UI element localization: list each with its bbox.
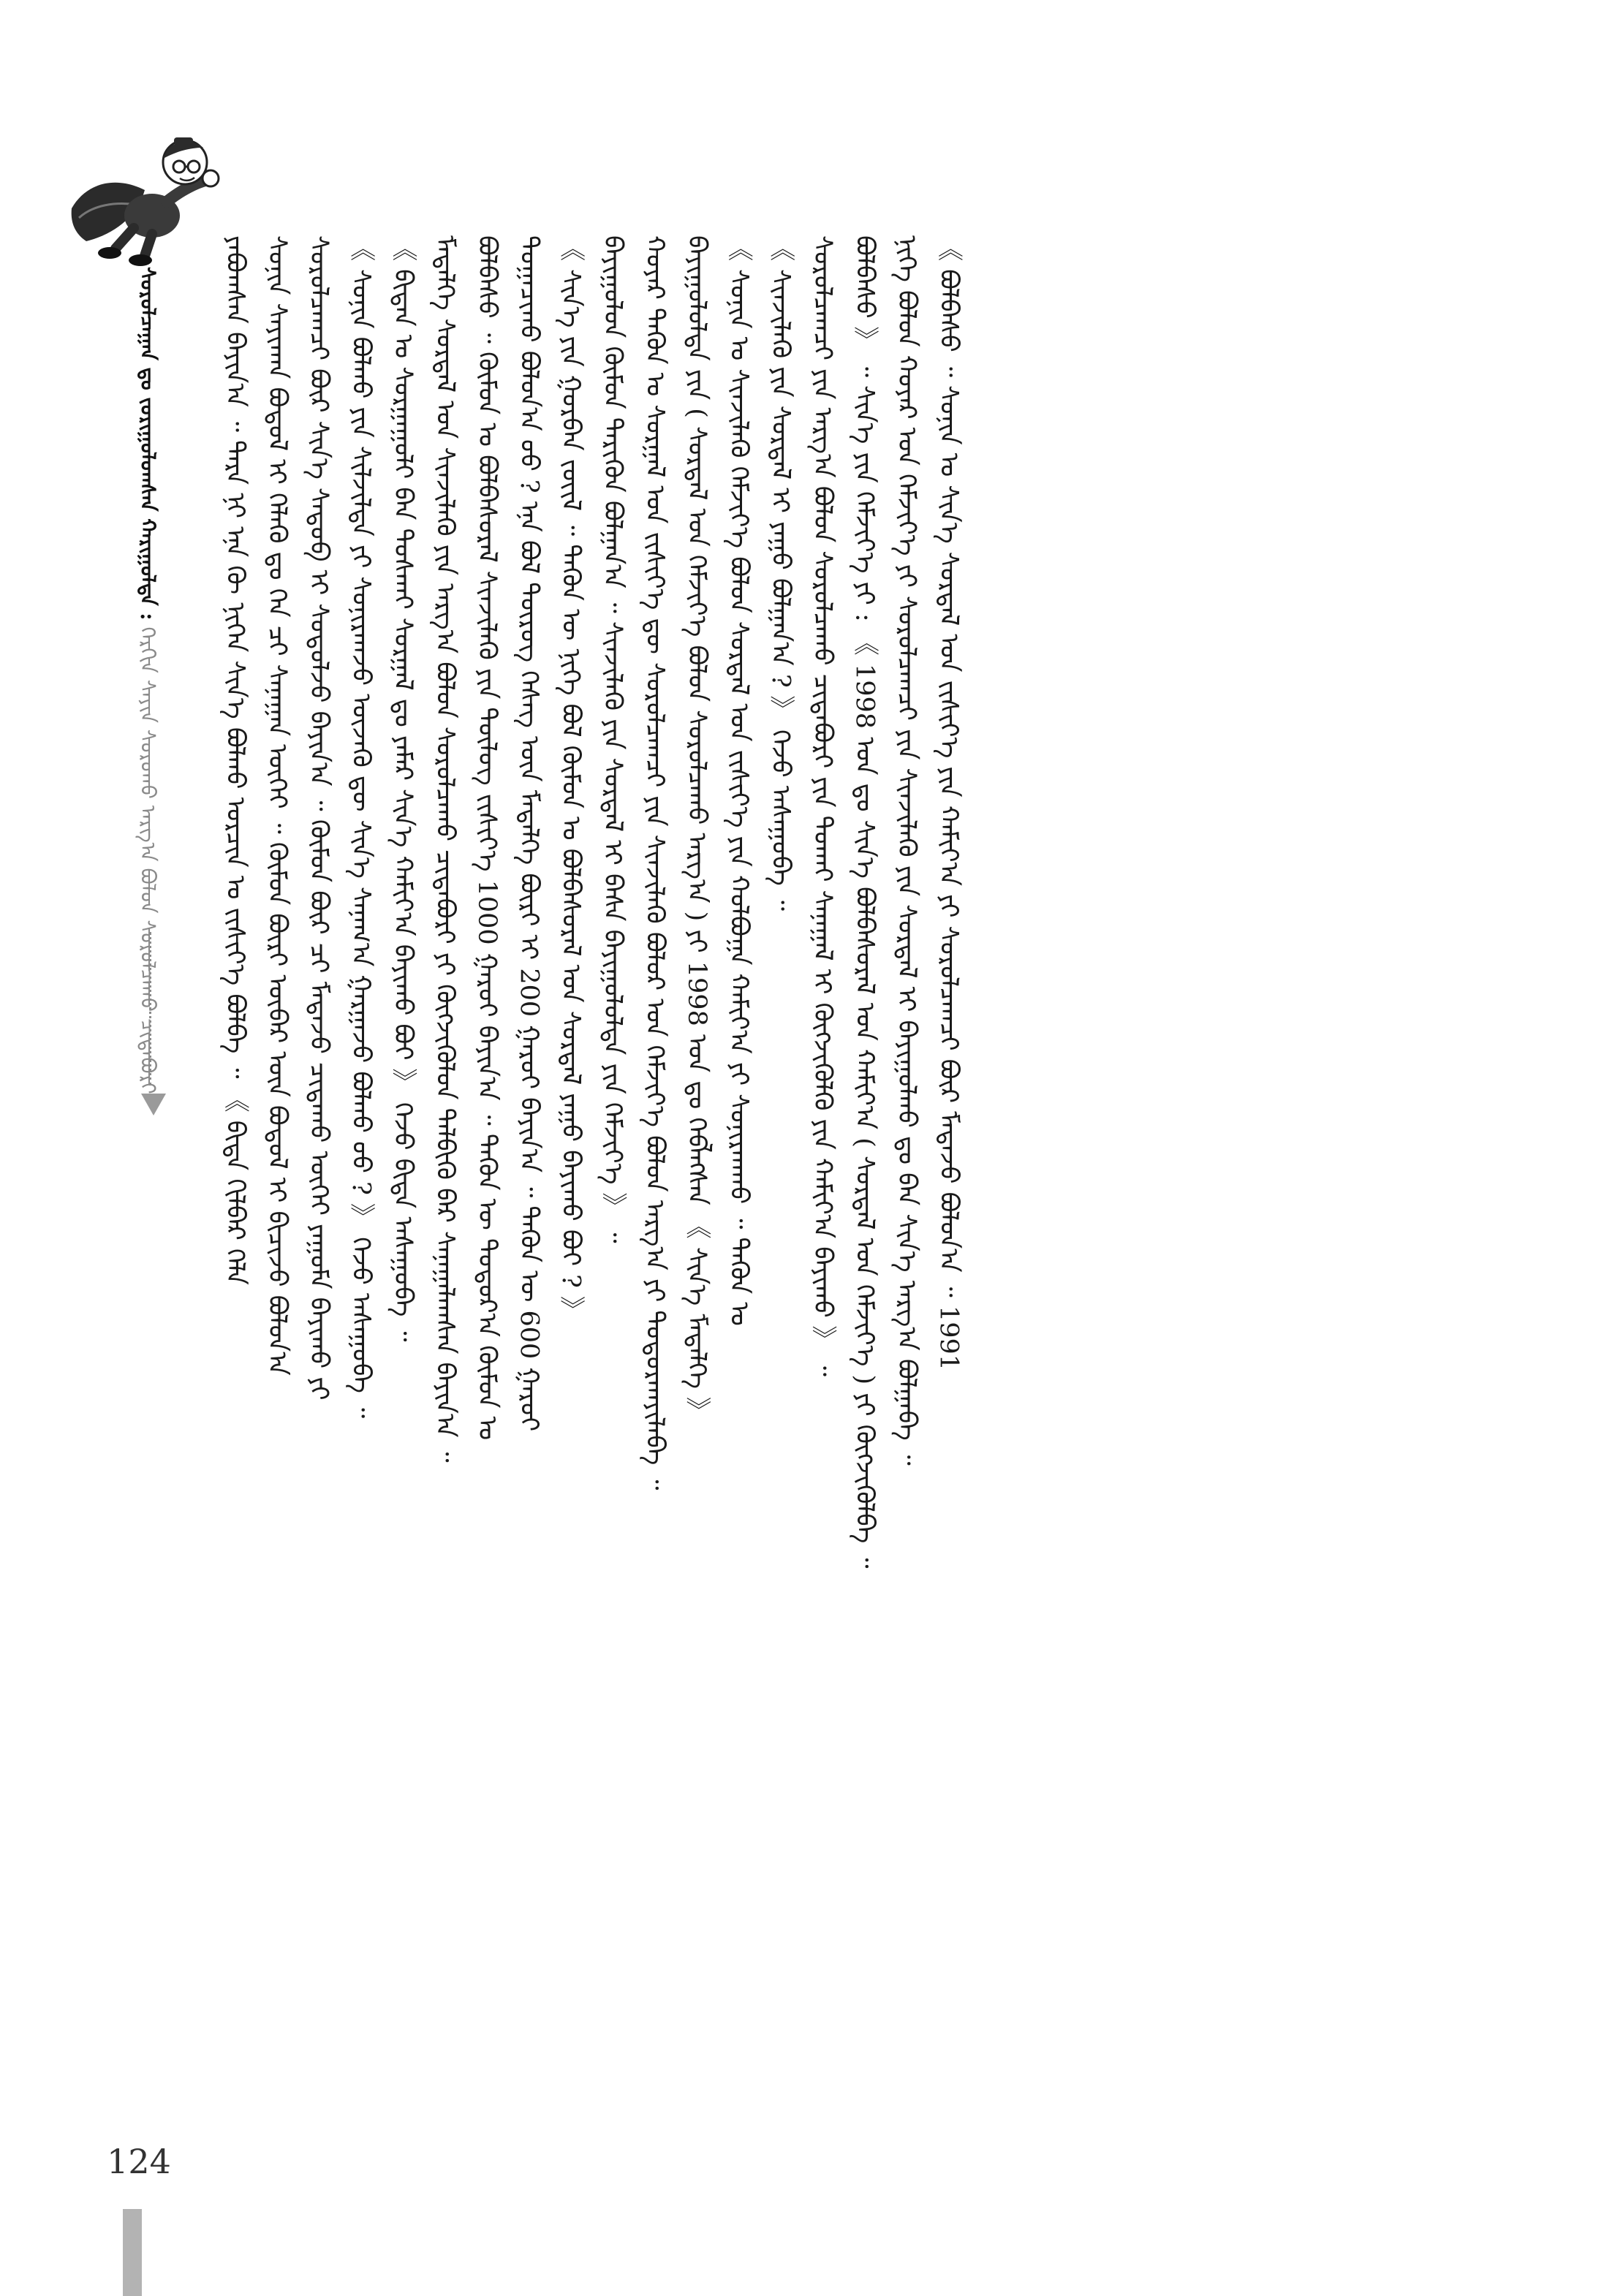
text-line: ᠪᠠᠶᠢᠭᠤᠯᠤᠯᠲᠠ ᠶᠢᠨ ( ᠰᠤᠷᠲᠠᠯ ᠤᠨ ᠬᠡᠮᠵᠢᠶ᠎ᠡ ᠪᠣᠯᠣᠨ ᠰᠤᠷᠤᠯᠴᠠᠬᠤ ᠠᠷᠭ᠎ᠠ ) ᠶᠢ 1998 ᠣᠨ ᠳᠤ ᠬᠡᠪᠯᠡᠭᠰᠡᠨ 《 ᠰᠢᠨ᠎ᠡ ᠮᠡᠳᠡᠯᠭᠡ 》 (681, 235, 711, 1422)
body-text (213, 235, 1266, 1807)
text-line: 《 ᠰᠣᠨᠢᠨ ᠪᠣᠯᠬᠤ ᠶᠢᠨ ᠰᠢᠯᠵᠢᠯᠲᠡ ᠶᠢ ᠰᠣᠨᠢᠷᠬᠠᠵᠤ ᠦᠵᠡᠬᠦ ᠳᠦ ᠰᠢᠨ᠎ᠡ ᠰᠠᠨᠠᠭ᠎ᠠ ᠭᠠᠷᠭᠠᠵᠤ ᠪᠣᠯᠬᠤ ᠤᠤ ? 》 ᠭᠡᠵᠦ ᠠᠰᠠᠭᠤᠪᠠ ᠃ (346, 235, 376, 1419)
page-edge-tab (123, 2209, 142, 2296)
text-line: ᠬᠣᠶᠠᠷ ᠲᠡᠭᠦᠨ ᠤ ᠰᠤᠷᠭᠠᠯ ᠤᠨ ᠵᠢᠱᠢᠶ᠎ᠡ ᠳᠦ ᠰᠤᠷᠤᠯᠴᠠᠭᠴᠢ ᠶᠢᠨ ᠰᠢᠨᠵᠢᠯᠡᠬᠦ ᠪᠣᠯᠤᠷ ᠤᠨ ᠬᠡᠮᠵᠢᠶ᠎ᠡ ᠪᠣᠯᠤᠨ ᠠᠷᠭ᠎ᠠ ᠶᠢ ᠲᠣᠳᠣᠷᠬᠠᠶᠢᠯᠠᠪᠠ ᠃ (640, 235, 670, 1490)
text-line: ᠮᠡᠳᠡᠯᠭᠡ ᠰᠤᠷᠲᠠᠯ ᠤᠨ ᠰᠢᠨᠵᠢᠯᠡᠬᠦ ᠶᠢᠨ ᠠᠷᠭ᠎ᠠ ᠪᠣᠯᠣᠨ ᠰᠤᠷᠤᠯᠴᠠᠬᠤ ᠴᠢᠳᠠᠪᠤᠷᠢ ᠶᠢ ᠬᠦᠭᠵᠢᠭᠦᠯᠦᠨ ᠲᠡᠯᠪᠢᠬᠦ ᠪᠠᠷ ᠰᠠᠨᠠᠭᠠᠯᠠᠭᠰᠠᠨ ᠪᠠᠶᠢᠨ᠎ᠠ ᠃ (430, 235, 460, 1463)
text-line: ᠨᠢᠭᠡ ᠪᠣᠯᠣᠨ ᠬᠣᠶᠠᠷ ᠤᠨ ᠬᠡᠮᠵᠢᠶ᠎ᠡ ᠶᠢ ᠰᠤᠷᠤᠯᠴᠠᠭᠴᠢ ᠶᠢᠨ ᠰᠢᠨᠵᠢᠯᠡᠬᠦ ᠶᠢᠨ ᠰᠤᠷᠲᠠᠯ ᠢ ᠪᠠᠶᠢᠭᠤᠯᠬᠤ ᠳᠤ ᠪᠠᠨ ᠰᠢᠨ᠎ᠡ ᠠᠷᠭ᠎ᠠ ᠪᠣᠯᠭᠠᠪᠠ ᠃ (891, 235, 921, 1466)
text-line: 《 ᠪᠢᠳᠡᠨ ᠤ ᠰᠤᠷᠭᠠᠭᠤᠯᠢ ᠪᠠᠨ ᠲᠤᠰᠬᠠᠢ ᠰᠤᠷᠭᠠᠯ ᠳᠤ ᠶᠠᠮᠠᠷ ᠰᠢᠨ᠎ᠡ ᠬᠠᠮᠢᠶ᠎ᠠ ᠪᠠᠶᠢᠬᠤ ᠪᠤᠢ 》 ᠭᠡᠵᠦ ᠪᠢᠳᠡ ᠠᠰᠠᠭᠤᠪᠠ ᠃ (388, 235, 418, 1342)
mascot-illustration (64, 132, 232, 278)
text-line: 《 ᠰᠢᠨ᠎ᠡ ᠶᠢᠨ ᠭᠣᠷᠪᠠᠨ ᠵᠦᠢᠯ ᠃ ᠲᠡᠭᠦᠨ ᠦ ᠨᠢᠭᠡ ᠪᠣᠯ ᠬᠦᠮᠦᠨ ᠤ ᠪᠣᠯᠪᠠᠰᠤᠷᠠᠯ ᠤᠨ ᠰᠤᠷᠲᠠᠯ ᠶᠠᠭᠤ ᠪᠠᠶᠢᠬᠤ ᠪᠤᠢ ? 》 (556, 235, 586, 1322)
text-line: ᠪᠠᠶᠢᠭᠤᠯᠤᠨ ᠬᠦᠮᠦᠨ ᠲᠡᠷᠢᠭᠦᠨ ᠪᠣᠯᠭᠠᠨ᠎ᠠ ᠃ ᠰᠢᠨᠵᠢᠯᠡᠬᠦ ᠶᠢᠨ ᠰᠤᠷᠲᠠᠯ ᠢ ᠪᠠᠰᠠ ᠪᠠᠶᠢᠭᠤᠯᠤᠯᠲᠠ ᠶᠢᠨ ᠬᠡᠮᠵᠢᠶ᠎ᠡ 》 ᠃ (598, 235, 628, 1243)
text-line: ᠰᠤᠷᠤᠯᠴᠠᠭᠴᠢ ᠶᠢᠨ ᠠᠷᠭ᠎ᠠ ᠪᠣᠯᠣᠨ ᠰᠤᠷᠤᠯᠴᠠᠬᠤ ᠴᠢᠳᠠᠪᠤᠷᠢ ᠶᠢᠨ ᠲᠤᠬᠠᠢ ᠰᠠᠨᠠᠭᠠᠯ ᠢ ᠬᠦᠭᠵᠢᠭᠦᠯᠬᠦ ᠶᠢᠨ ᠬᠠᠮᠢᠶ᠎ᠠ ᠪᠠᠶᠢᠬᠤ 》 ᠃ (808, 235, 838, 1377)
text-line: ᠰᠤᠷᠤᠯᠴᠠᠭᠴᠢ ᠪᠦᠷ ᠰᠢᠨ᠎ᠡ ᠰᠡᠳᠦᠪ ᠢ ᠰᠤᠳᠤᠯᠵᠤ ᠪᠠᠶᠢᠨ᠎ᠠ ᠃ ᠬᠦᠮᠦᠨ ᠪᠦᠷ ᠴᠢ ᠮᠡᠳᠡᠵᠦ ᠴᠢᠳᠠᠬᠤ ᠦᠭᠡᠢ ᠶᠠᠭᠤᠮᠠ ᠪᠠᠶᠢᠬᠤ ᠶᠢ (304, 235, 334, 1401)
triangle-arrow-icon (141, 1094, 166, 1115)
text-line: ᠪᠣᠯᠪᠠᠰᠤ 》 ᠃ ᠰᠢᠨ᠎ᠡ ᠶᠢᠨ ᠬᠡᠮᠵᠢᠶ᠎ᠡ ᠶᠢ : 《 1998 ᠣᠨ ᠳᠤ ᠰᠢᠨ᠎ᠡ ᠪᠣᠯᠪᠠᠰᠤᠷᠠᠯ ᠤᠨ ᠬᠠᠮᠢᠶ᠎ᠠ ( ᠰᠤᠷᠲᠠᠯ ᠤᠨ ᠬᠡᠮᠵᠢᠶ᠎ᠡ ) ᠶᠢ ᠬᠦᠭᠵᠢᠭᠦᠯᠪᠡ ᠃ (850, 235, 879, 1569)
text-line: ᠶᠠᠪᠤᠭᠰᠠᠨ ᠪᠠᠶᠢᠨ᠎ᠠ ᠃ ᠲᠡᠷᠡ ᠨᠢ ᠡᠨᠡ ᠬᠦ ᠨᠢᠭᠡᠨ ᠰᠢᠨ᠎ᠡ ᠪᠣᠯᠬᠤ ᠣᠷᠴᠢᠨ ᠤ ᠵᠢᠱᠢᠶ᠎ᠡ ᠪᠣᠯᠪᠠ ᠃ 《 ᠪᠢᠳᠡ ᠬᠢᠯᠪᠠᠷ ᠬᠡᠯᠡ (220, 235, 250, 1285)
text-line: ᠲᠣᠭᠠᠴᠢᠬᠤ ᠪᠣᠯᠤᠨ᠎ᠠ ᠤᠤ ? ᠡᠨᠡ ᠪᠣᠯ ᠲᠦᠷᠦᠭ ᠬᠡᠰᠡᠭ ᠦᠨ ᠮᠡᠳᠡᠯᠭᠡ ᠪᠦᠷᠢ ᠢ 200 ᠭᠠᠷᠤᠢ ᠪᠠᠶᠢᠨ᠎ᠠ ᠃ ᠲᠡᠭᠦᠨ ᠦ 600 ᠭᠠᠷᠤᠢ (514, 235, 544, 1432)
series-subtitle: ᠬᠡᠷᠬᠢᠨ ᠰᠠᠶᠢᠨ ᠰᠤᠷᠤᠬᠤ ᠠᠷᠭ᠎ᠠ ᠪᠣᠯᠣᠨ ᠰᠤᠷᠤᠯᠴᠠᠬᠤ ᠴᠢᠳᠠᠪᠤᠷᠢ (136, 626, 160, 1094)
running-head (130, 267, 167, 1129)
page-number: 124 (107, 2142, 171, 2181)
series-title: ᠰᠤᠷᠤᠯᠴᠠᠭᠠᠨ ᠳᠤ ᠵᠣᠷᠢᠭᠤᠯᠤᠭᠰᠠᠨ ᠬᠠᠷᠢᠭᠤᠯᠲᠠ : (136, 267, 160, 621)
text-line: 《 ᠪᠣᠯᠪᠠᠰᠤ ᠃ ᠰᠣᠨᠢᠨ ᠤ ᠰᠢᠨ᠎ᠡ ᠰᠤᠷᠲᠠᠯ ᠤᠨ ᠵᠢᠱᠢᠶ᠎ᠡ ᠶᠢᠨ ᠬᠠᠮᠢᠶ᠎ᠠ ᠶᠢ ᠰᠤᠷᠤᠯᠴᠠᠭᠴᠢ ᠪᠦᠷ ᠮᠡᠳᠡᠵᠦ ᠪᠣᠯᠣᠨ᠎ᠠ ᠃ 1991 (934, 235, 964, 1371)
text-line: ᠰᠣᠨᠢᠨ ᠰᠠᠶᠢᠬᠠᠨ ᠪᠣᠳᠤᠯ ᠢ ᠬᠡᠯᠡᠬᠦ ᠳᠤ ᠬᠡᠨ ᠴᠢ ᠰᠠᠨᠠᠭᠠᠨ ᠦᠭᠡᠢ ᠃ ᠬᠦᠮᠦᠨ ᠪᠦᠷᠢ ᠥᠪᠡᠷ ᠦᠨ ᠪᠣᠳᠤᠯ ᠢ ᠪᠢᠴᠢᠵᠦ ᠪᠣᠯᠣᠨ᠎ᠠ (262, 235, 292, 1376)
text-line: 《 ᠰᠣᠨᠢᠨ ᠤ ᠰᠢᠨᠵᠢᠯᠡᠬᠦ ᠬᠡᠮᠵᠢᠶ᠎ᠡ ᠪᠣᠯᠤᠨ ᠰᠤᠷᠲᠠᠯ ᠤᠨ ᠵᠢᠱᠢᠶ᠎ᠡ ᠶᠢᠨ ᠬᠣᠯᠪᠣᠭᠠ ᠬᠠᠮᠢᠶ᠎ᠠ ᠶᠢ ᠰᠣᠨᠢᠷᠬᠠᠬᠤ ᠃ ᠲᠡᠭᠦᠨ ᠤ (724, 235, 754, 1326)
header-dotted-rule (149, 932, 151, 1086)
text-line: 《 ᠰᠢᠨᠵᠢᠯᠡᠬᠦ ᠶᠢᠨ ᠰᠤᠷᠲᠠᠯ ᠢ ᠶᠠᠭᠤ ᠪᠣᠯᠭᠠᠨ᠎ᠠ ? 》 ᠭᠡᠵᠦ ᠠᠰᠠᠭᠤᠪᠠ ᠃ (765, 235, 795, 912)
text-line: ᠪᠣᠯᠪᠠᠰᠤ ᠃ ᠬᠦᠮᠦᠨ ᠤ ᠪᠣᠯᠪᠠᠰᠤᠷᠠᠯ ᠰᠢᠨᠵᠢᠯᠡᠬᠦ ᠶᠢᠨ ᠲᠦᠯᠦᠭ ᠵᠢᠱᠢᠶ᠎ᠡ 1000 ᠭᠠᠷᠤᠢ ᠪᠠᠶᠢᠨ᠎ᠠ ᠃ ᠲᠡᠭᠦᠨ ᠦ ᠳᠣᠲᠣᠷ᠎ᠠ ᠬᠦᠮᠦᠨ ᠤ (472, 235, 502, 1441)
